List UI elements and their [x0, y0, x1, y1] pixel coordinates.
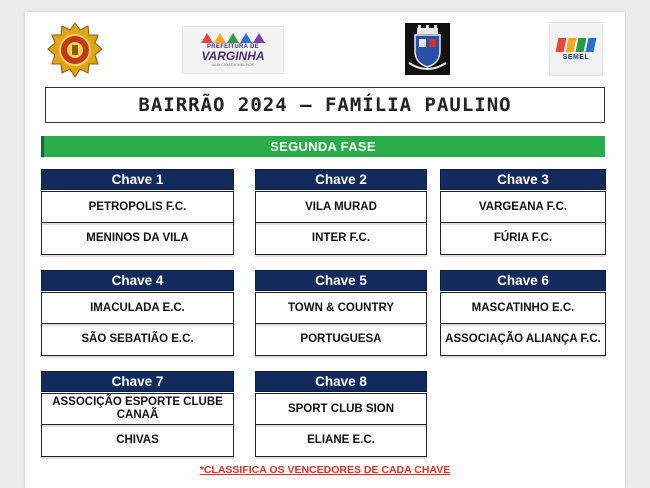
group-chave-4: [41, 270, 234, 356]
team-cell: INTER F.C.: [255, 223, 427, 255]
group-header: Chave 1: [41, 169, 234, 190]
varginha-peaks-icon: [201, 33, 265, 43]
group-chave-6: [440, 270, 606, 356]
group-header: Chave 5: [255, 270, 427, 291]
group-header: Chave 6: [440, 270, 606, 291]
team-cell: VARGEANA F.C.: [440, 191, 606, 223]
group-chave-7: [41, 371, 234, 457]
team-cell: MENINOS DA VILA: [41, 223, 234, 255]
police-badge-icon: [47, 22, 103, 78]
semel-figures-icon: [557, 38, 595, 52]
group-header: Chave 3: [440, 169, 606, 190]
coat-of-arms-icon: [405, 23, 450, 75]
group-header: Chave 2: [255, 169, 427, 190]
team-cell: TOWN & COUNTRY: [255, 292, 427, 324]
classification-note: *CLASSIFICA OS VENCEDORES DE CADA CHAVE: [199, 464, 451, 476]
team-cell: IMACULADA E.C.: [41, 292, 234, 324]
group-header: Chave 7: [41, 371, 234, 392]
team-cell: FÚRIA F.C.: [440, 223, 606, 255]
group-chave-3: [440, 169, 606, 255]
team-cell: ASSOCIÇÃO ESPORTE CLUBE CANAÃ: [41, 393, 234, 425]
group-chave-5: [255, 270, 427, 356]
varginha-logo-line1: PREFEITURA DE: [206, 44, 259, 50]
phase-label: SEGUNDA FASE: [270, 139, 376, 154]
semel-logo: [549, 22, 603, 76]
group-header: Chave 4: [41, 270, 234, 291]
document-page: [25, 12, 625, 488]
team-cell: ELIANE E.C.: [255, 425, 427, 457]
title-box: [45, 87, 605, 123]
group-chave-1: [41, 169, 234, 255]
varginha-logo-slogan: UMA CIDADE MELHOR: [211, 62, 255, 67]
team-cell: SÃO SEBATIÃO E.C.: [41, 324, 234, 356]
semel-logo-label: SEMEL: [562, 53, 590, 61]
team-cell: PORTUGUESA: [255, 324, 427, 356]
team-cell: MASCATINHO E.C.: [440, 292, 606, 324]
team-cell: ASSOCIAÇÃO ALIANÇA F.C.: [440, 324, 606, 356]
varginha-logo-name: VARGINHA: [201, 49, 265, 63]
team-cell: SPORT CLUB SION: [255, 393, 427, 425]
team-cell: VILA MURAD: [255, 191, 427, 223]
group-chave-8: [255, 371, 427, 457]
team-cell: CHIVAS: [41, 425, 234, 457]
team-cell: PETROPOLIS F.C.: [41, 191, 234, 223]
group-chave-2: [255, 169, 427, 255]
group-header: Chave 8: [255, 371, 427, 392]
page-title: BAIRRÃO 2024 – FAMÍLIA PAULINO: [138, 94, 512, 116]
phase-banner: [41, 136, 605, 157]
varginha-logo: [182, 26, 284, 74]
